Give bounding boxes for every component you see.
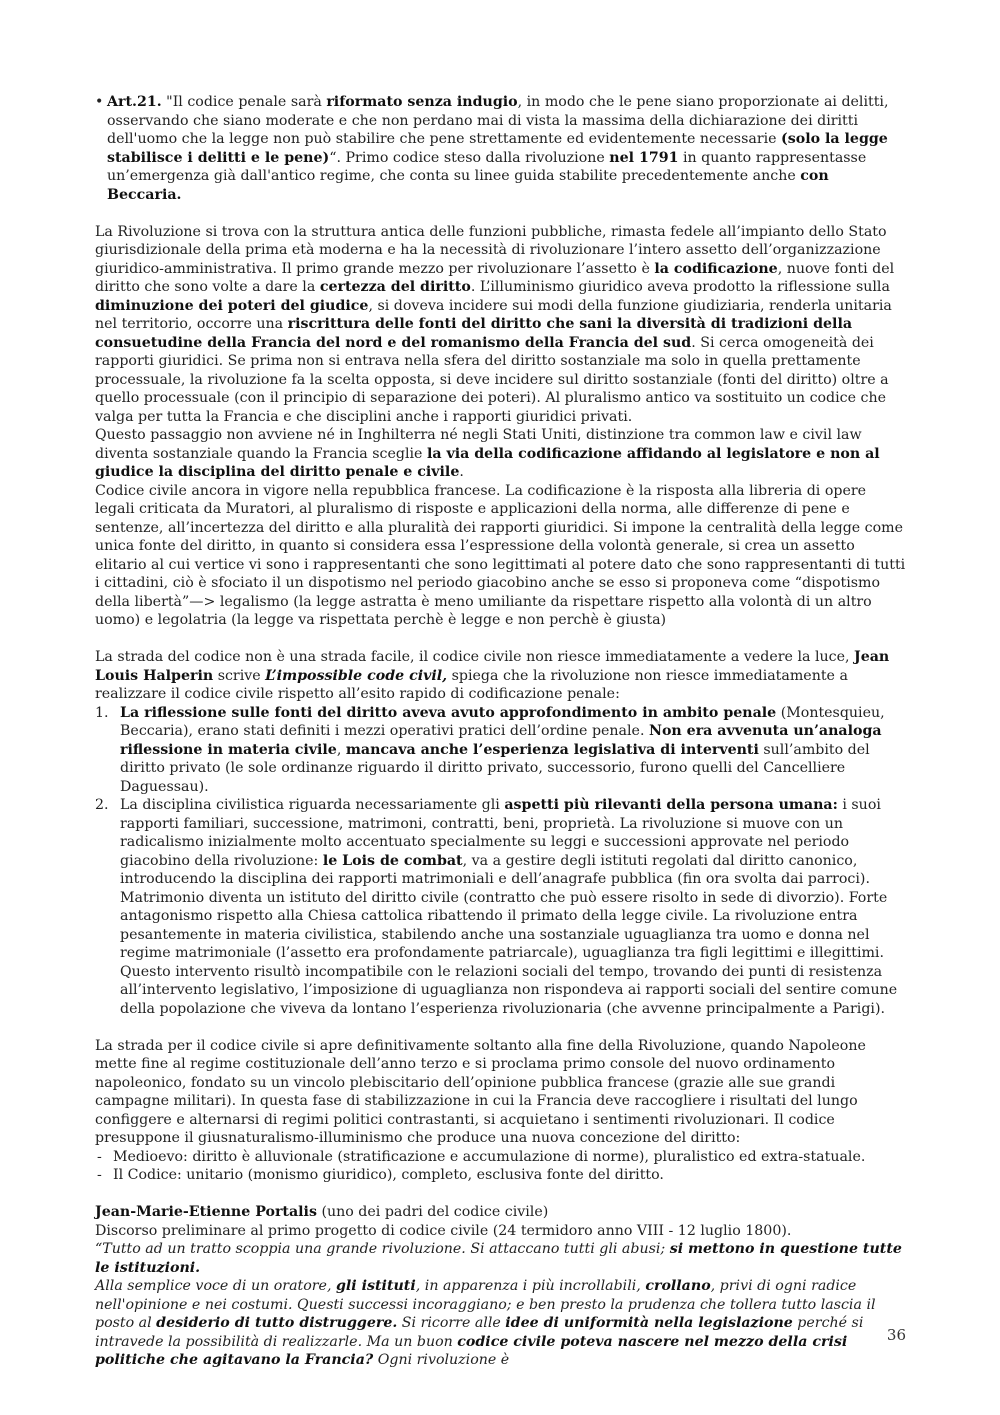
text-run: Medioevo: diritto è alluvionale (stratificazione e accumulazione di norme), pluralistico ed extra-statuale. xyxy=(113,1148,866,1165)
text-run: i suoi rapporti familiari, successione, matrimoni, contratti, beni, proprietà. La rivoluzione si muove con un radicalismo inizialmente molto accentuato specialmente su leggi e successioni approvate nel periodo giacobino della rivoluzione: xyxy=(120,797,881,869)
bullet-icon: • xyxy=(95,94,104,110)
document-page xyxy=(95,93,907,1370)
art21-label: Art.21. xyxy=(107,94,162,110)
bold-italic-run: codice civile poteva nascere nel mezzo della crisi politiche che agitavano la Francia? xyxy=(95,1333,848,1368)
bold-run: Jean Louis Halperin xyxy=(95,649,890,684)
paragraph-halperin xyxy=(95,648,907,704)
text-run: , nuove fonti del diritto che sono volte a dare la xyxy=(95,260,895,295)
author-name: Jean-Marie-Etienne Portalis xyxy=(95,1204,317,1220)
text-run: , xyxy=(336,741,346,758)
italic-run: perché si intravede la possibilità di realizzarle. Ma un buon xyxy=(95,1315,864,1350)
text-run: scrive xyxy=(213,667,266,684)
bold-italic-run: si mettono in questione tutte le istituzioni. xyxy=(95,1241,902,1276)
text-run: . Si cerca omogeneità dei rapporti giuridici. Se prima non si entrava nella sfera del diritto sostanziale ma solo in quella prettamente processuale, la rivoluzione fa la scelta opposta, si deve incidere sul diritto sostanziale (fonti del diritto) oltre a quello processuale (con il principio di separazione dei poteri). Al pluralismo antico va sostituito un codice che valga per tutta la Francia e che disciplini anche i rapporti giuridici privati. xyxy=(95,334,889,425)
bold-run: diminuzione dei poteri del giudice xyxy=(95,297,369,314)
text-run: La Rivoluzione si trova con la struttura antica delle funzioni pubbliche, rimasta fedele all’impianto dello Stato giurisdizionale della prima età moderna e ha la necessità di rivoluzionare l’intero assetto dell’organizzazione giuridico-amministrativa. Il primo grande mezzo per rivoluzionare l’assetto è xyxy=(95,223,887,277)
text-run: “. Primo codice steso dalla rivoluzione xyxy=(329,149,610,166)
bold-run: con Beccaria. xyxy=(107,168,829,203)
numbered-item-2 xyxy=(95,796,907,1018)
italic-run: “Tutto ad un tratto scoppia una grande rivoluzione. Si attaccano tutti gli abusi; xyxy=(95,1241,670,1257)
bold-italic-run: crollano xyxy=(645,1278,711,1294)
text-run: spiega che la rivoluzione non riesce immediatamente a realizzare il codice civile rispetto all’esito rapido di codificazione penale: xyxy=(95,667,848,702)
spacer xyxy=(95,1185,907,1204)
art21-bullet-paragraph xyxy=(95,93,907,204)
italic-run: , in apparenza i più incrollabili, xyxy=(415,1278,646,1294)
portalis-quote-1 xyxy=(95,1240,907,1277)
item-number: 2. xyxy=(95,797,109,813)
italic-run: Ogni rivoluzione è xyxy=(373,1352,510,1368)
text-run: , va a gestire degli istituti regolati dal diritto canonico, introducendo la disciplina dei rapporti matrimoniali e dell’anagrafe pubblica (fin ora svolta dai parroci). Matrimonio diventa un istituto del diritto civile (contratto che può essere risolto in sede di divorzio). Forte antagonismo rispetto alla Chiesa cattolica ribattendo il primato della legge civile. La rivoluzione entra pesantemente in materia civilistica, stabilendo anche una sostanziale uguaglianza tra uomo e donna nel regime matrimoniale (l’assetto era profondamente patriarcale), uguaglianza tra figli legittimi e illegittimi. Questo intervento risultò incompatibile con le relazioni sociali del tempo, trovando dei punti di resistenza all’intervento legislativo, l’imposizione di uguaglianza non rispondeva ai rapporti sociali del sentire comune della popolazione che viveva da lontano l’esperienza rivoluzionaria (che avvenne principalmente a Parigi). xyxy=(120,852,898,1017)
portalis-heading xyxy=(95,1203,907,1222)
text-run: "Il codice penale sarà xyxy=(161,94,327,110)
numbered-item-1 xyxy=(95,704,907,797)
bold-run: mancava anche l’esperienza legislativa di interventi xyxy=(345,741,759,758)
text-run: (uno dei padri del codice civile) xyxy=(316,1204,549,1220)
text-run: . L’illuminismo giuridico aveva prodotto la riflessione sulla xyxy=(470,279,890,295)
bold-run: riscrittura delle fonti del diritto che sani la diversità di tradizioni della consuetudine della Francia del nord e del romanismo della Francia del sud xyxy=(95,316,853,351)
dash-item-codice xyxy=(95,1166,907,1185)
book-title: L’impossible code civil, xyxy=(265,667,448,684)
bold-run: certezza del diritto xyxy=(319,279,471,295)
dash-icon: - xyxy=(97,1167,102,1183)
text-run: in quanto rappresentasse un’emergenza già dall'antico regime, che conta su linee guida stabilite precedentemente anche xyxy=(107,149,867,184)
bold-run: riformato senza indugio xyxy=(326,94,518,110)
text-run: La strada del codice non è una strada facile, il codice civile non riesce immediatamente a vedere la luce, xyxy=(95,649,854,665)
bold-run: la codificazione xyxy=(654,260,778,277)
bold-italic-run: gli istituti xyxy=(335,1278,416,1294)
bold-run: nel 1791 xyxy=(609,149,679,166)
text-run: Questo passaggio non avviene né in Inghilterra né negli Stati Uniti, distinzione tra common law e civil law diventa sostanziale quando la Francia sceglie xyxy=(95,427,862,462)
text-run: La disciplina civilistica riguarda necessariamente gli xyxy=(120,797,505,813)
text-run: . xyxy=(459,464,464,480)
paragraph-rivoluzione xyxy=(95,223,907,427)
italic-run: Si ricorre alle xyxy=(397,1315,506,1331)
item-number: 1. xyxy=(95,704,109,721)
italic-run: Alla semplice voce di un oratore, xyxy=(95,1278,336,1294)
paragraph-napoleone: La strada per il codice civile si apre definitivamente soltanto alla fine della Rivoluzione, quando Napoleone mette fine al regime costituzionale dell’anno terzo e si proclama primo console del nuovo ordinamento napoleonico, fondato su un vincolo plebiscitario dell’opinione pubblica francese (grazie alle sue grandi campagne militari). In questa fase di stabilizzazione in cui la Francia deve raccogliere i risultati del lungo configgere e alternarsi di regimi politici contrastanti, si acquietano i sentimenti rivoluzionari. Il codice presuppone il giusnaturalismo-illuminismo che produce una nuova concezione del diritto: xyxy=(95,1037,866,1146)
spacer xyxy=(95,630,907,649)
bold-italic-run: idee di uniformità nella legislazione xyxy=(505,1315,793,1331)
bold-run: la via della codificazione affidando al legislatore e non al giudice la disciplina del diritto penale e civile xyxy=(95,445,880,480)
bold-italic-run: desiderio di tutto distruggere. xyxy=(156,1315,398,1331)
bold-run: La riflessione sulle fonti del diritto aveva avuto approfondimento in ambito penale xyxy=(120,704,777,721)
bold-run: le Lois de combat xyxy=(322,852,463,869)
dash-item-medioevo xyxy=(95,1148,907,1167)
spacer xyxy=(95,204,907,223)
portalis-discorso: Discorso preliminare al primo progetto di codice civile (24 termidoro anno VIII - 12 luglio 1800). xyxy=(95,1222,792,1239)
text-run: sull’ambito del diritto privato (le sole ordinanze riguardo il diritto privato, successorio, furono quelli del Cancelliere Daguessau). xyxy=(120,741,870,795)
text-run: Il Codice: unitario (monismo giuridico), completo, esclusiva fonte del diritto. xyxy=(113,1167,664,1183)
page-number: 36 xyxy=(886,1326,906,1344)
dash-icon: - xyxy=(97,1148,102,1165)
portalis-quote-2 xyxy=(95,1277,907,1370)
bold-run: (solo la legge stabilisce i delitti e le pene) xyxy=(107,131,888,166)
paragraph-codice-civile: Codice civile ancora in vigore nella repubblica francese. La codificazione è la risposta alla libreria di opere legali criticata da Muratori, al pluralismo di risposte e applicazioni della norma, alle differenze di pene e sentenze, all’incertezza del diritto e alla pluralità dei rapporti giuridici. Si impone la centralità della legge come unica fonte del diritto, in quanto si considera essa l’espressione della volontà generale, si crea un assetto elitario al cui vertice vi sono i rappresentanti che sono legittimati al potere dato che sono rappresentanti di tutti i cittadini, ciò è sfociato il un dispotismo nel periodo giacobino anche se esso si proponeva come “dispotismo della libertà”—> legalismo (la legge astratta è meno umiliante da rispettare rispetto alla volontà di un altro uomo) e legolatria (la legge va rispettata perchè è legge e non perchè è giusta) xyxy=(95,482,906,628)
text-run: , in modo che le pene siano proporzionate ai delitti, osservando che siano moderate e che non perdano mai di vista la massima della dichiarazione dei diritti dell'uomo che la legge non può stabilire che pene strettamente ed evidentemente necessarie xyxy=(107,94,889,147)
bold-run: aspetti più rilevanti della persona umana: xyxy=(504,797,838,813)
italic-run: , privi di ogni radice nell'opinione e nei costumi. Questi successi incoraggiano; e ben presto la prudenza che tollera tutto lascia il posto al xyxy=(95,1278,876,1331)
text-run: (Montesquieu, Beccaria), erano stati definiti i mezzi operativi pratici dell’ordine penale. xyxy=(120,704,885,739)
paragraph-common-law xyxy=(95,426,907,482)
text-run: , si doveva incidere sui modi della funzione giudiziaria, renderla unitaria nel territorio, occorre una xyxy=(95,297,892,332)
spacer xyxy=(95,1018,907,1037)
bold-run: Non era avvenuta un’analoga riflessione in materia civile xyxy=(120,723,882,758)
